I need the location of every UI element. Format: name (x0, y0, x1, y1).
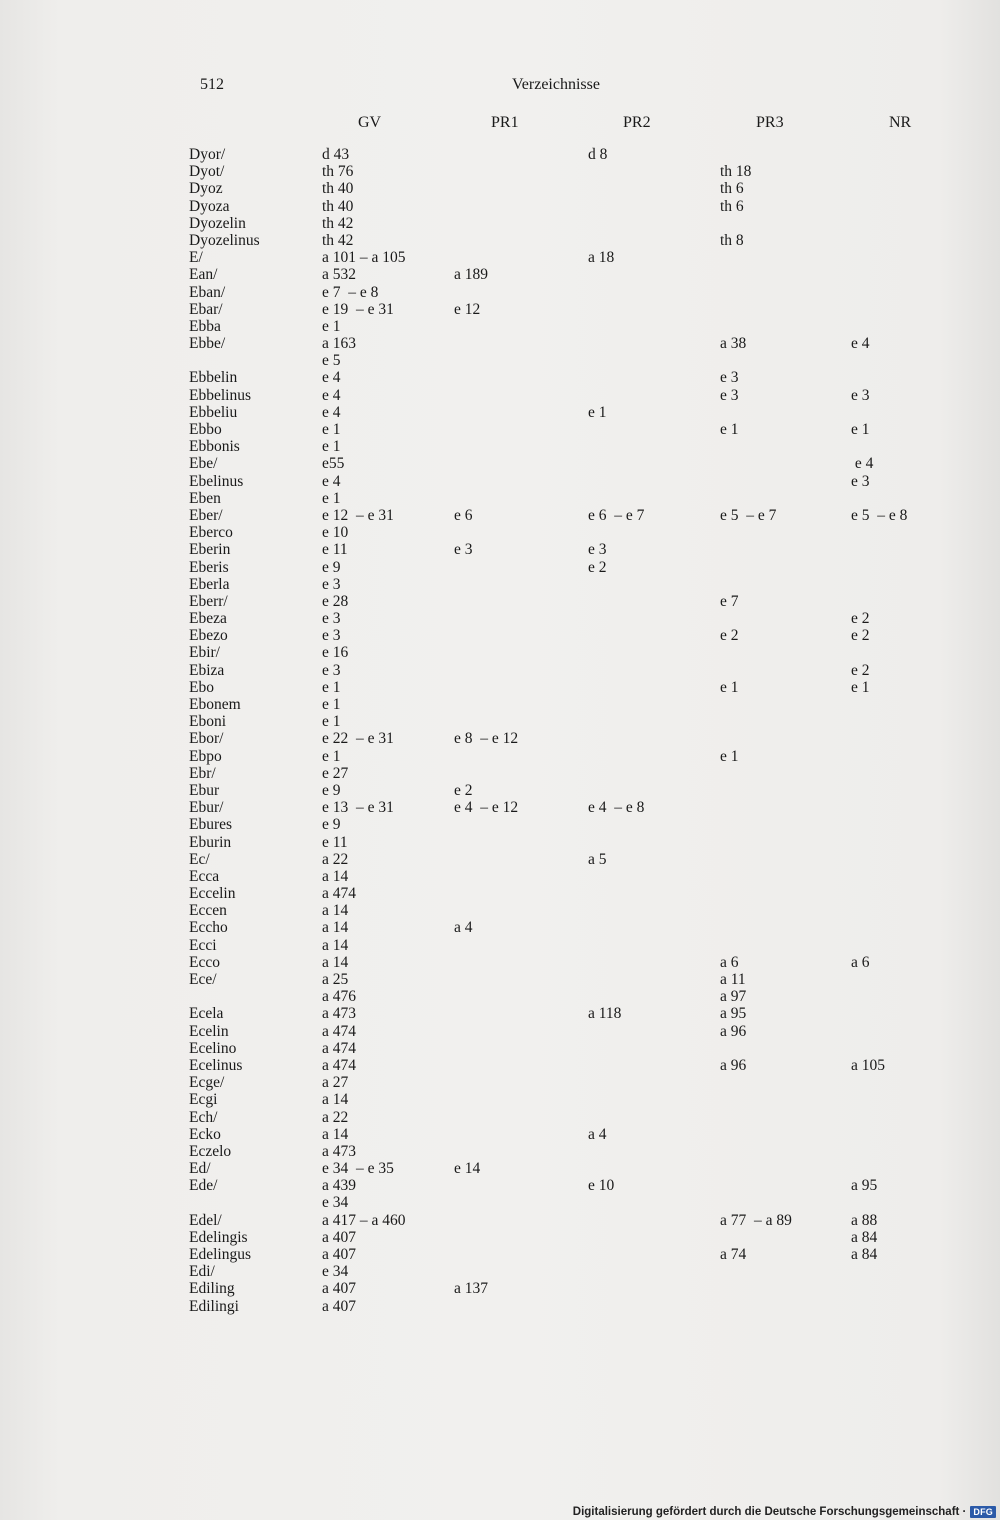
table-row (0, 627, 1000, 644)
table-row (0, 1246, 1000, 1263)
cell-pr3: th 8 (720, 231, 744, 249)
cell-gv: a 474 (322, 1022, 357, 1040)
cell-nr: e 2 (851, 627, 870, 645)
table-row (0, 919, 1000, 936)
cell-gv: e 3 (322, 610, 341, 628)
table-row (0, 1177, 1000, 1194)
table-row (0, 868, 1000, 885)
cell-gv: a 14 (322, 936, 349, 954)
table-row (0, 404, 1000, 421)
cell-pr3: a 6 (720, 953, 739, 971)
cell-pr2: a 118 (588, 1005, 622, 1023)
cell-gv: a 473 (322, 1142, 357, 1160)
cell-gv: a 532 (322, 266, 357, 284)
cell-gv: a 473 (322, 1005, 357, 1023)
cell-gv: e 3 (322, 575, 341, 593)
cell-gv: e 27 (322, 764, 349, 782)
table-row (0, 284, 1000, 301)
table-row (0, 816, 1000, 833)
table-row (0, 902, 1000, 919)
cell-name: Ece/ (189, 971, 217, 988)
cell-gv: a 407 (322, 1246, 357, 1263)
cell-pr1: e 12 (454, 300, 481, 318)
table-row (0, 1074, 1000, 1091)
cell-gv: th 76 (322, 163, 354, 181)
cell-name: Ebonem (189, 696, 241, 713)
table-row (0, 593, 1000, 610)
cell-name: Ebiza (189, 661, 225, 679)
cell-name: Ech/ (189, 1108, 218, 1126)
cell-pr3: th 18 (720, 163, 752, 181)
cell-name: Ebpo (189, 747, 222, 765)
cell-pr3: a 97 (720, 988, 747, 1006)
cell-pr1: e 2 (454, 781, 473, 799)
cell-nr: a 95 (851, 1177, 878, 1195)
cell-gv: d 43 (322, 146, 350, 163)
table-row (0, 1263, 1000, 1280)
cell-gv: e 4 (322, 369, 341, 387)
cell-gv: e 1 (322, 713, 341, 731)
cell-name: Ebar/ (189, 300, 223, 318)
cell-name: Eccelin (189, 885, 236, 903)
cell-name: Ecko (189, 1125, 221, 1143)
table-row (0, 851, 1000, 868)
cell-gv: e 4 (322, 386, 341, 404)
cell-name: Eben (189, 489, 221, 507)
cell-pr2: e 2 (588, 558, 607, 576)
table-row (0, 937, 1000, 954)
cell-gv: e 11 (322, 833, 348, 851)
cell-gv: e 9 (322, 558, 341, 576)
cell-name: Ebezo (189, 627, 228, 645)
cell-nr: e 2 (851, 661, 870, 679)
table-row (0, 834, 1000, 851)
table-row (0, 146, 1000, 163)
cell-name: Edelingus (189, 1246, 251, 1263)
table-row (0, 885, 1000, 902)
cell-pr1: e 4 – e 12 (454, 799, 519, 817)
table-row (0, 318, 1000, 335)
cell-gv: a 439 (322, 1177, 357, 1195)
cell-name: Eber/ (189, 506, 223, 524)
cell-pr2: a 18 (588, 249, 615, 267)
table-row (0, 1143, 1000, 1160)
table-row (0, 301, 1000, 318)
cell-gv: th 40 (322, 197, 354, 215)
cell-gv: a 22 (322, 1108, 349, 1126)
cell-gv: a 407 (322, 1297, 357, 1315)
cell-gv: e 1 (322, 489, 341, 507)
cell-nr: e 2 (851, 610, 870, 628)
cell-pr3: a 11 (720, 971, 746, 988)
cell-gv: a 407 (322, 1228, 357, 1246)
cell-gv: th 42 (322, 231, 354, 249)
cell-name: Ecela (189, 1005, 224, 1023)
cell-pr2: e 1 (588, 403, 607, 421)
column-header-pr2: PR2 (623, 114, 651, 131)
cell-pr1: a 189 (454, 266, 489, 284)
table-row (0, 1126, 1000, 1143)
table-row (0, 730, 1000, 747)
table-row (0, 249, 1000, 266)
cell-gv: e 1 (322, 421, 341, 438)
cell-nr: a 84 (851, 1228, 878, 1246)
table-row (0, 421, 1000, 438)
running-title: Verzeichnisse (512, 76, 600, 93)
table-row (0, 1212, 1000, 1229)
cell-gv: a 14 (322, 919, 349, 937)
cell-gv: e 16 (322, 644, 349, 662)
cell-name: Ebbelin (189, 369, 238, 387)
cell-name: Ed/ (189, 1160, 211, 1178)
table-row (0, 1091, 1000, 1108)
cell-pr3: a 96 (720, 1022, 747, 1040)
dfg-logo: DFG (970, 1506, 996, 1518)
table-row (0, 576, 1000, 593)
cell-name: Edi/ (189, 1263, 215, 1281)
cell-gv: e 22 – e 31 (322, 730, 394, 748)
cell-name: Ediling (189, 1280, 235, 1298)
cell-gv: e 19 – e 31 (322, 300, 394, 318)
table-row (0, 352, 1000, 369)
cell-pr3: th 6 (720, 197, 744, 215)
column-header-nr: NR (889, 114, 912, 131)
table-row (0, 1298, 1000, 1315)
cell-gv: e 34 – e 35 (322, 1160, 394, 1178)
cell-gv: a 474 (322, 885, 357, 903)
cell-name: Ebur/ (189, 799, 224, 817)
cell-name: Ebures (189, 816, 233, 834)
cell-gv: e 5 (322, 352, 341, 370)
table-row (0, 679, 1000, 696)
cell-name: Ebbo (189, 421, 222, 438)
table-row (0, 473, 1000, 490)
table-row (0, 713, 1000, 730)
cell-gv: e 1 (322, 438, 341, 456)
cell-pr3: a 74 (720, 1246, 747, 1263)
cell-name: Ebbonis (189, 438, 240, 456)
cell-gv: a 407 (322, 1280, 357, 1298)
cell-name: Dyoz (189, 180, 223, 198)
table-row (0, 662, 1000, 679)
cell-name: Ebba (189, 317, 221, 335)
table-row (0, 782, 1000, 799)
cell-name: Ebr/ (189, 764, 216, 782)
cell-pr3: a 95 (720, 1005, 747, 1023)
cell-gv: a 22 (322, 850, 349, 868)
cell-gv: a 417 – a 460 (322, 1211, 406, 1229)
cell-gv: th 40 (322, 180, 354, 198)
cell-gv: e 13 – e 31 (322, 799, 394, 817)
cell-name: Ebelinus (189, 472, 244, 490)
cell-pr1: e 14 (454, 1160, 481, 1178)
cell-gv: e 12 – e 31 (322, 506, 394, 524)
cell-name: Ebur (189, 781, 220, 799)
cell-nr: e 5 – e 8 (851, 506, 908, 524)
cell-gv: e 4 (322, 472, 341, 490)
cell-pr3: e 2 (720, 627, 739, 645)
cell-pr2: e 4 – e 8 (588, 799, 645, 817)
cell-nr: a 105 (851, 1056, 886, 1074)
cell-name: Dyoza (189, 197, 230, 215)
table-row (0, 1160, 1000, 1177)
table-row (0, 507, 1000, 524)
cell-name: Eberr/ (189, 592, 228, 610)
cell-pr2: e 6 – e 7 (588, 506, 645, 524)
cell-nr: a 84 (851, 1246, 878, 1263)
cell-name: Ebbelinus (189, 386, 251, 404)
cell-name: Ecgi (189, 1091, 218, 1109)
cell-pr2: a 5 (588, 850, 607, 868)
table-row (0, 524, 1000, 541)
cell-name: Eccen (189, 902, 227, 920)
table-row (0, 490, 1000, 507)
column-header-pr3: PR3 (756, 114, 784, 131)
cell-gv: a 14 (322, 902, 349, 920)
cell-pr3: e 1 (720, 421, 739, 438)
table-row (0, 1005, 1000, 1022)
cell-gv: a 14 (322, 867, 349, 885)
cell-name: Edilingi (189, 1297, 239, 1315)
cell-pr1: e 8 – e 12 (454, 730, 519, 748)
table-row (0, 954, 1000, 971)
table-row (0, 696, 1000, 713)
table-row (0, 1109, 1000, 1126)
cell-name: Eccho (189, 919, 228, 937)
cell-nr: e 1 (851, 421, 870, 438)
cell-gv: e 1 (322, 696, 341, 713)
cell-name: Ebe/ (189, 455, 218, 473)
cell-gv: e 9 (322, 816, 341, 834)
table-row (0, 266, 1000, 283)
column-header-gv: GV (358, 114, 382, 131)
cell-name: Dyozelin (189, 214, 246, 232)
cell-gv: a 14 (322, 1091, 349, 1109)
cell-name: Ebor/ (189, 730, 224, 748)
cell-pr3: a 96 (720, 1056, 747, 1074)
column-header-pr1: PR1 (491, 114, 519, 131)
cell-gv: e 11 (322, 541, 348, 559)
cell-pr3: th 6 (720, 180, 744, 198)
cell-name: Ebbe/ (189, 335, 226, 353)
table-row (0, 215, 1000, 232)
cell-name: Ec/ (189, 850, 210, 868)
digitization-footer (573, 1506, 996, 1518)
footer-text: Digitalisierung gefördert durch die Deutsche Forschungsgemeinschaft · (572, 1506, 967, 1518)
cell-gv: e 34 (322, 1263, 349, 1281)
table-row (0, 971, 1000, 988)
cell-pr1: a 137 (454, 1280, 489, 1298)
table-row (0, 455, 1000, 472)
cell-name: Dyot/ (189, 163, 225, 181)
cell-gv: e 1 (322, 678, 341, 696)
cell-name: Eberco (189, 524, 233, 542)
table-row (0, 163, 1000, 180)
table-row (0, 1280, 1000, 1297)
cell-name: Edel/ (189, 1211, 222, 1229)
cell-pr3: e 1 (720, 678, 739, 696)
cell-gv: e 3 (322, 627, 341, 645)
cell-pr3: a 77 – a 89 (720, 1211, 792, 1229)
cell-gv: a 163 (322, 335, 357, 353)
cell-gv: e 1 (322, 747, 341, 765)
cell-name: Ean/ (189, 266, 218, 284)
page-number: 512 (200, 76, 224, 93)
table-row (0, 198, 1000, 215)
cell-pr3: e 3 (720, 369, 739, 387)
cell-gv: a 14 (322, 1125, 349, 1143)
cell-nr: e 3 (851, 472, 870, 490)
table-row (0, 1023, 1000, 1040)
cell-name: Ecco (189, 953, 220, 971)
cell-gv: a 14 (322, 953, 349, 971)
cell-name: Ebbeliu (189, 403, 238, 421)
cell-name: Eczelo (189, 1142, 232, 1160)
table-row (0, 988, 1000, 1005)
cell-gv: a 101 – a 105 (322, 249, 406, 267)
table-row (0, 644, 1000, 661)
cell-name: Ecge/ (189, 1074, 225, 1092)
cell-name: Eboni (189, 713, 227, 731)
cell-pr2: e 3 (588, 541, 607, 559)
table-row (0, 438, 1000, 455)
cell-gv: a 474 (322, 1056, 357, 1074)
cell-name: Ebeza (189, 610, 227, 628)
table-row (0, 1057, 1000, 1074)
cell-gv: e 10 (322, 524, 349, 542)
cell-gv: e 3 (322, 661, 341, 679)
table-row (0, 387, 1000, 404)
cell-name: Ecelinus (189, 1056, 243, 1074)
cell-name: Ecelino (189, 1039, 237, 1057)
cell-name: Dyozelinus (189, 231, 260, 249)
cell-name: E/ (189, 249, 203, 267)
cell-pr1: e 3 (454, 541, 473, 559)
table-row (0, 369, 1000, 386)
table-row (0, 559, 1000, 576)
table-row (0, 541, 1000, 558)
cell-gv: e 1 (322, 317, 341, 335)
cell-name: Eberis (189, 558, 229, 576)
cell-pr1: a 4 (454, 919, 473, 937)
table-row (0, 335, 1000, 352)
cell-pr3: e 1 (720, 747, 739, 765)
cell-pr1: e 6 (454, 506, 473, 524)
cell-pr2: a 4 (588, 1125, 607, 1143)
cell-name: Eban/ (189, 283, 226, 301)
table-row (0, 748, 1000, 765)
cell-nr: e 4 (851, 335, 870, 353)
cell-gv: e 7 – e 8 (322, 283, 379, 301)
cell-pr2: d 8 (588, 146, 608, 163)
cell-gv: e 34 (322, 1194, 349, 1212)
cell-gv: e 9 (322, 781, 341, 799)
cell-name: Eberin (189, 541, 231, 559)
cell-pr2: e 10 (588, 1177, 615, 1195)
cell-pr3: a 38 (720, 335, 747, 353)
cell-name: Dyor/ (189, 146, 226, 163)
cell-name: Ecca (189, 867, 220, 885)
cell-nr: e 1 (851, 678, 870, 696)
cell-name: Ede/ (189, 1177, 218, 1195)
table-row (0, 799, 1000, 816)
cell-nr: a 6 (851, 953, 870, 971)
table-row (0, 232, 1000, 249)
cell-name: Eberla (189, 575, 230, 593)
cell-gv: th 42 (322, 214, 354, 232)
cell-gv: a 476 (322, 988, 357, 1006)
cell-name: Edelingis (189, 1228, 248, 1246)
cell-name: Ecci (189, 936, 217, 954)
table-row (0, 1229, 1000, 1246)
cell-name: Ebo (189, 678, 214, 696)
cell-gv: a 474 (322, 1039, 357, 1057)
cell-gv: e55 (322, 455, 345, 473)
table-row (0, 1040, 1000, 1057)
cell-pr3: e 5 – e 7 (720, 506, 777, 524)
cell-nr: e 3 (851, 386, 870, 404)
cell-gv: a 27 (322, 1074, 349, 1092)
cell-pr3: e 7 (720, 592, 739, 610)
cell-name: Ebir/ (189, 644, 220, 662)
table-row (0, 180, 1000, 197)
cell-gv: a 25 (322, 971, 349, 988)
table-row (0, 610, 1000, 627)
table-row (0, 765, 1000, 782)
cell-gv: e 4 (322, 403, 341, 421)
table-row (0, 1194, 1000, 1211)
cell-nr: e 4 (851, 455, 874, 473)
cell-name: Ecelin (189, 1022, 229, 1040)
register-table (0, 146, 1000, 1315)
cell-gv: e 28 (322, 592, 349, 610)
cell-name: Eburin (189, 833, 232, 851)
cell-nr: a 88 (851, 1211, 878, 1229)
cell-pr3: e 3 (720, 386, 739, 404)
